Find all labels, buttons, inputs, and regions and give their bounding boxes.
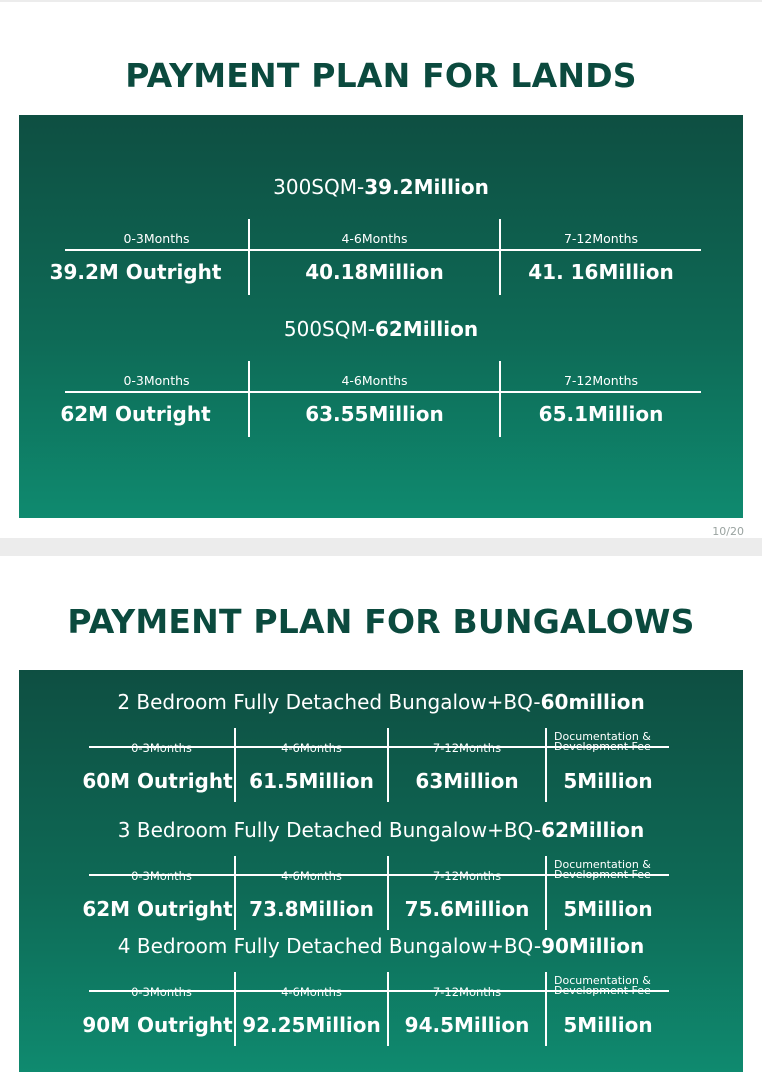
- period-label: 4-6Months: [341, 373, 408, 388]
- price-value: 65.1Million: [538, 402, 664, 426]
- plot-300sqm-title: 300SQM-39.2Million: [273, 175, 489, 199]
- price-value: 60M Outright: [82, 769, 233, 793]
- price-value: 5Million: [563, 897, 653, 921]
- period-label: 0-3Months: [123, 231, 190, 246]
- price-value: 5Million: [563, 1013, 653, 1037]
- bungalow-3bed-title: 3 Bedroom Fully Detached Bungalow+BQ-62Million: [117, 818, 645, 842]
- price-value: 39.2M Outright: [49, 260, 222, 284]
- price-value: 5Million: [563, 769, 653, 793]
- lands-panel: [19, 115, 743, 518]
- page-number: 10/20: [712, 525, 744, 538]
- price-value: 90M Outright: [82, 1013, 233, 1037]
- price-value: 63.55Million: [305, 402, 444, 426]
- bungalow-4bed-title: 4 Bedroom Fully Detached Bungalow+BQ-90Million: [117, 934, 645, 958]
- period-label: 7-12Months: [432, 869, 502, 883]
- period-label: 7-12Months: [432, 985, 502, 999]
- divider: [65, 391, 701, 393]
- period-label: 7-12Months: [563, 231, 639, 246]
- plot-500sqm-title: 500SQM-62Million: [283, 317, 479, 341]
- slide-bungalows: [0, 556, 762, 1080]
- period-label: 4-6Months: [281, 741, 342, 755]
- slide-lands: [0, 2, 762, 538]
- period-label: 0-3Months: [131, 869, 192, 883]
- price-value: 63Million: [415, 769, 519, 793]
- lands-title: PAYMENT PLAN FOR LANDS: [125, 56, 637, 95]
- bungalow-2bed-title: 2 Bedroom Fully Detached Bungalow+BQ-60million: [117, 690, 645, 714]
- price-value: 94.5Million: [404, 1013, 530, 1037]
- divider: [65, 249, 701, 251]
- doc-fee-label: Documentation & Development Fee: [554, 974, 651, 997]
- doc-fee-label: Documentation & Development Fee: [554, 730, 651, 753]
- price-value: 40.18Million: [305, 260, 444, 284]
- price-value: 62M Outright: [82, 897, 233, 921]
- price-value: 62M Outright: [60, 402, 211, 426]
- price-value: 61.5Million: [249, 769, 374, 793]
- price-value: 41. 16Million: [528, 260, 674, 284]
- period-label: 4-6Months: [341, 231, 408, 246]
- period-label: 0-3Months: [123, 373, 190, 388]
- price-value: 75.6Million: [404, 897, 530, 921]
- period-label: 7-12Months: [432, 741, 502, 755]
- price-value: 92.25Million: [242, 1013, 381, 1037]
- bungalows-title: PAYMENT PLAN FOR BUNGALOWS: [67, 602, 695, 641]
- price-value: 73.8Million: [249, 897, 374, 921]
- period-label: 7-12Months: [563, 373, 639, 388]
- bungalows-panel: [19, 670, 743, 1072]
- period-label: 0-3Months: [131, 985, 192, 999]
- doc-fee-label: Documentation & Development Fee: [554, 858, 651, 881]
- period-label: 0-3Months: [131, 741, 192, 755]
- period-label: 4-6Months: [281, 985, 342, 999]
- period-label: 4-6Months: [281, 869, 342, 883]
